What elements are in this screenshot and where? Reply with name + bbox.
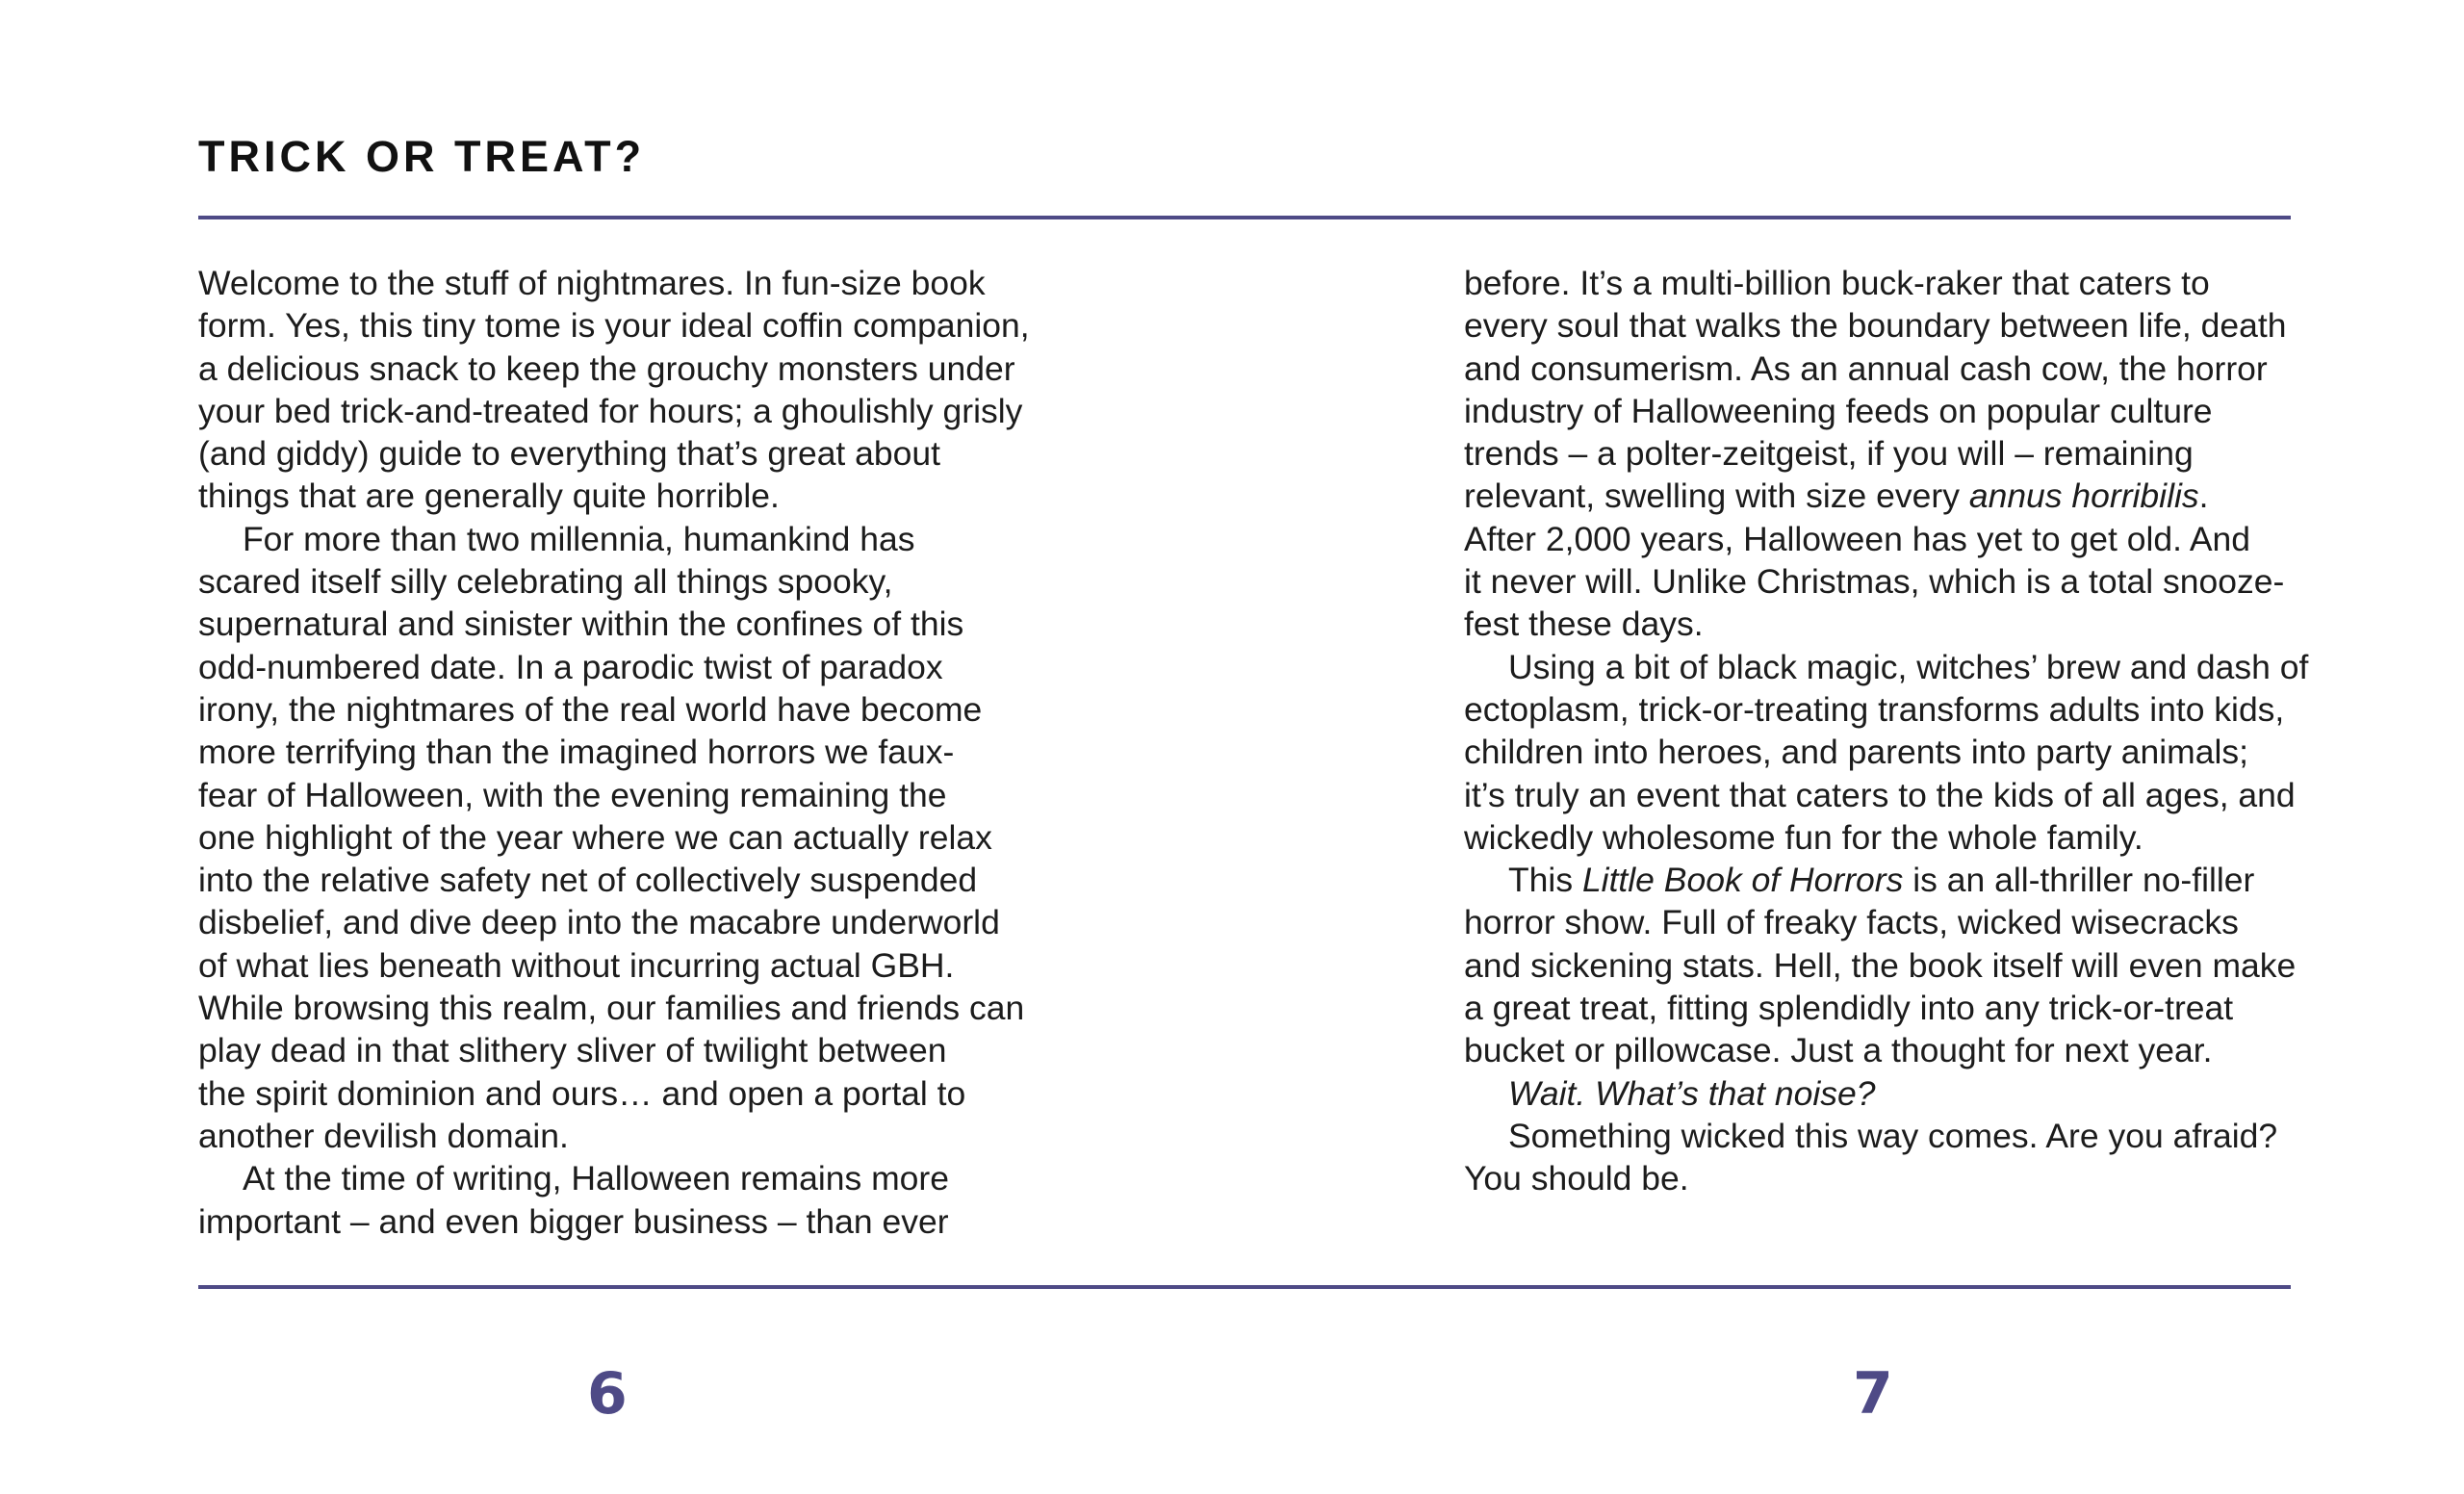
text-line <box>1464 731 2330 773</box>
text-line: irony, the nightmares of the real world have become <box>198 689 983 729</box>
top-divider <box>198 216 2291 219</box>
text-line: one highlight of the year where we can actually relax <box>198 817 992 857</box>
text-line <box>1464 560 2330 603</box>
text-line <box>1464 1115 2330 1157</box>
text-segment: fest these days. <box>1464 605 1704 644</box>
text-line: odd-numbered date. In a parodic twist of paradox <box>198 647 943 686</box>
text-line <box>1464 901 2330 943</box>
text-line <box>1464 1072 2330 1115</box>
text-line <box>1464 646 2330 688</box>
text-segment: bucket or pillowcase. Just a thought for next year. <box>1464 1031 2213 1070</box>
text-line <box>1464 774 2330 816</box>
text-segment: relevant, swelling with size every <box>1464 477 1969 516</box>
text-line: At the time of writing, Halloween remains more <box>243 1159 949 1198</box>
text-line <box>1464 1029 2330 1071</box>
text-line <box>1464 432 2330 475</box>
text-line <box>1464 859 2330 901</box>
page-heading: TRICK OR TREAT? <box>198 132 646 181</box>
text-line <box>1464 944 2330 987</box>
text-segment: After 2,000 years, Halloween has yet to get old. And <box>1464 519 2251 558</box>
text-line <box>1464 390 2330 432</box>
text-segment: and consumerism. As an annual cash cow, the horror <box>1464 348 2268 388</box>
text-line <box>1464 603 2330 645</box>
text-segment: is an all-thriller no-filler <box>1903 861 2255 900</box>
text-segment: Something wicked this way comes. Are you afraid? <box>1508 1116 2278 1155</box>
text-line: of what lies beneath without incurring actual GBH. <box>198 945 955 985</box>
text-line: play dead in that slithery sliver of twilight between <box>198 1031 947 1070</box>
text-line: disbelief, and dive deep into the macabre underworld <box>198 903 1000 942</box>
text-segment: trends – a polter-zeitgeist, if you will – remaining <box>1464 434 2194 474</box>
text-line: another devilish domain. <box>198 1116 569 1155</box>
text-line: fear of Halloween, with the evening remaining the <box>198 775 947 814</box>
text-segment: ectoplasm, trick-or-treating transforms adults into kids, <box>1464 689 2285 729</box>
text-line <box>1464 475 2330 517</box>
text-line <box>1464 688 2330 731</box>
text-line <box>1464 987 2330 1029</box>
text-line: the spirit dominion and ours… and open a portal to <box>198 1073 966 1113</box>
text-segment: it’s truly an event that caters to the kids of all ages, and <box>1464 775 2296 814</box>
text-segment: This <box>1508 861 1582 900</box>
right-text-column <box>1464 262 2330 1200</box>
text-line: into the relative safety net of collectively suspended <box>198 861 978 900</box>
italic-text: Little Book of Horrors <box>1581 861 1904 900</box>
text-segment: every soul that walks the boundary between life, death <box>1464 306 2287 346</box>
text-line: your bed trick-and-treated for hours; a ghoulishly grisly <box>198 391 1023 430</box>
page-number-right: 7 <box>1853 1360 1893 1428</box>
page-number-left: 6 <box>587 1360 628 1428</box>
text-segment: children into heroes, and parents into party animals; <box>1464 733 2248 772</box>
text-line: a delicious snack to keep the grouchy monsters under <box>198 348 1015 388</box>
text-line: things that are generally quite horrible. <box>198 477 780 516</box>
text-line <box>1464 1157 2330 1199</box>
text-line <box>1464 816 2330 859</box>
text-line: For more than two millennia, humankind has <box>243 519 915 558</box>
text-line <box>1464 262 2330 304</box>
text-line <box>1464 304 2330 347</box>
text-line <box>1464 518 2330 560</box>
text-segment: horror show. Full of freaky facts, wicked wisecracks <box>1464 903 2239 942</box>
text-segment: . <box>2198 477 2209 516</box>
text-line: important – and even bigger business – than ever <box>198 1201 949 1241</box>
text-line: Welcome to the stuff of nightmares. In fun-size book <box>198 264 986 302</box>
text-line: more terrifying than the imagined horrors we faux- <box>198 733 955 772</box>
text-segment: wickedly wholesome fun for the whole family. <box>1464 817 2143 857</box>
text-line: scared itself silly celebrating all things spooky, <box>198 562 893 602</box>
text-segment: You should be. <box>1464 1159 1689 1198</box>
text-segment: before. It’s a multi-billion buck-raker that caters to <box>1464 264 2210 302</box>
text-line: (and giddy) guide to everything that’s great about <box>198 434 940 474</box>
text-segment: and sickening stats. Hell, the book itself will even make <box>1464 945 2297 985</box>
left-text-column <box>198 262 1065 1243</box>
text-line: supernatural and sinister within the confines of this <box>198 605 964 644</box>
text-line: While browsing this realm, our families and friends can <box>198 989 1025 1028</box>
italic-text: annus horribilis <box>1968 477 2199 516</box>
bottom-divider <box>198 1285 2291 1289</box>
italic-text: Wait. What’s that noise? <box>1508 1073 1876 1113</box>
text-line: form. Yes, this tiny tome is your ideal coffin companion, <box>198 306 1030 346</box>
text-segment: it never will. Unlike Christmas, which is a total snooze- <box>1464 562 2285 602</box>
text-segment: industry of Halloweening feeds on popular culture <box>1464 391 2213 430</box>
text-segment: a great treat, fitting splendidly into any trick-or-treat <box>1464 989 2234 1028</box>
text-segment: Using a bit of black magic, witches’ brew and dash of <box>1508 647 2309 686</box>
text-line <box>1464 348 2330 390</box>
